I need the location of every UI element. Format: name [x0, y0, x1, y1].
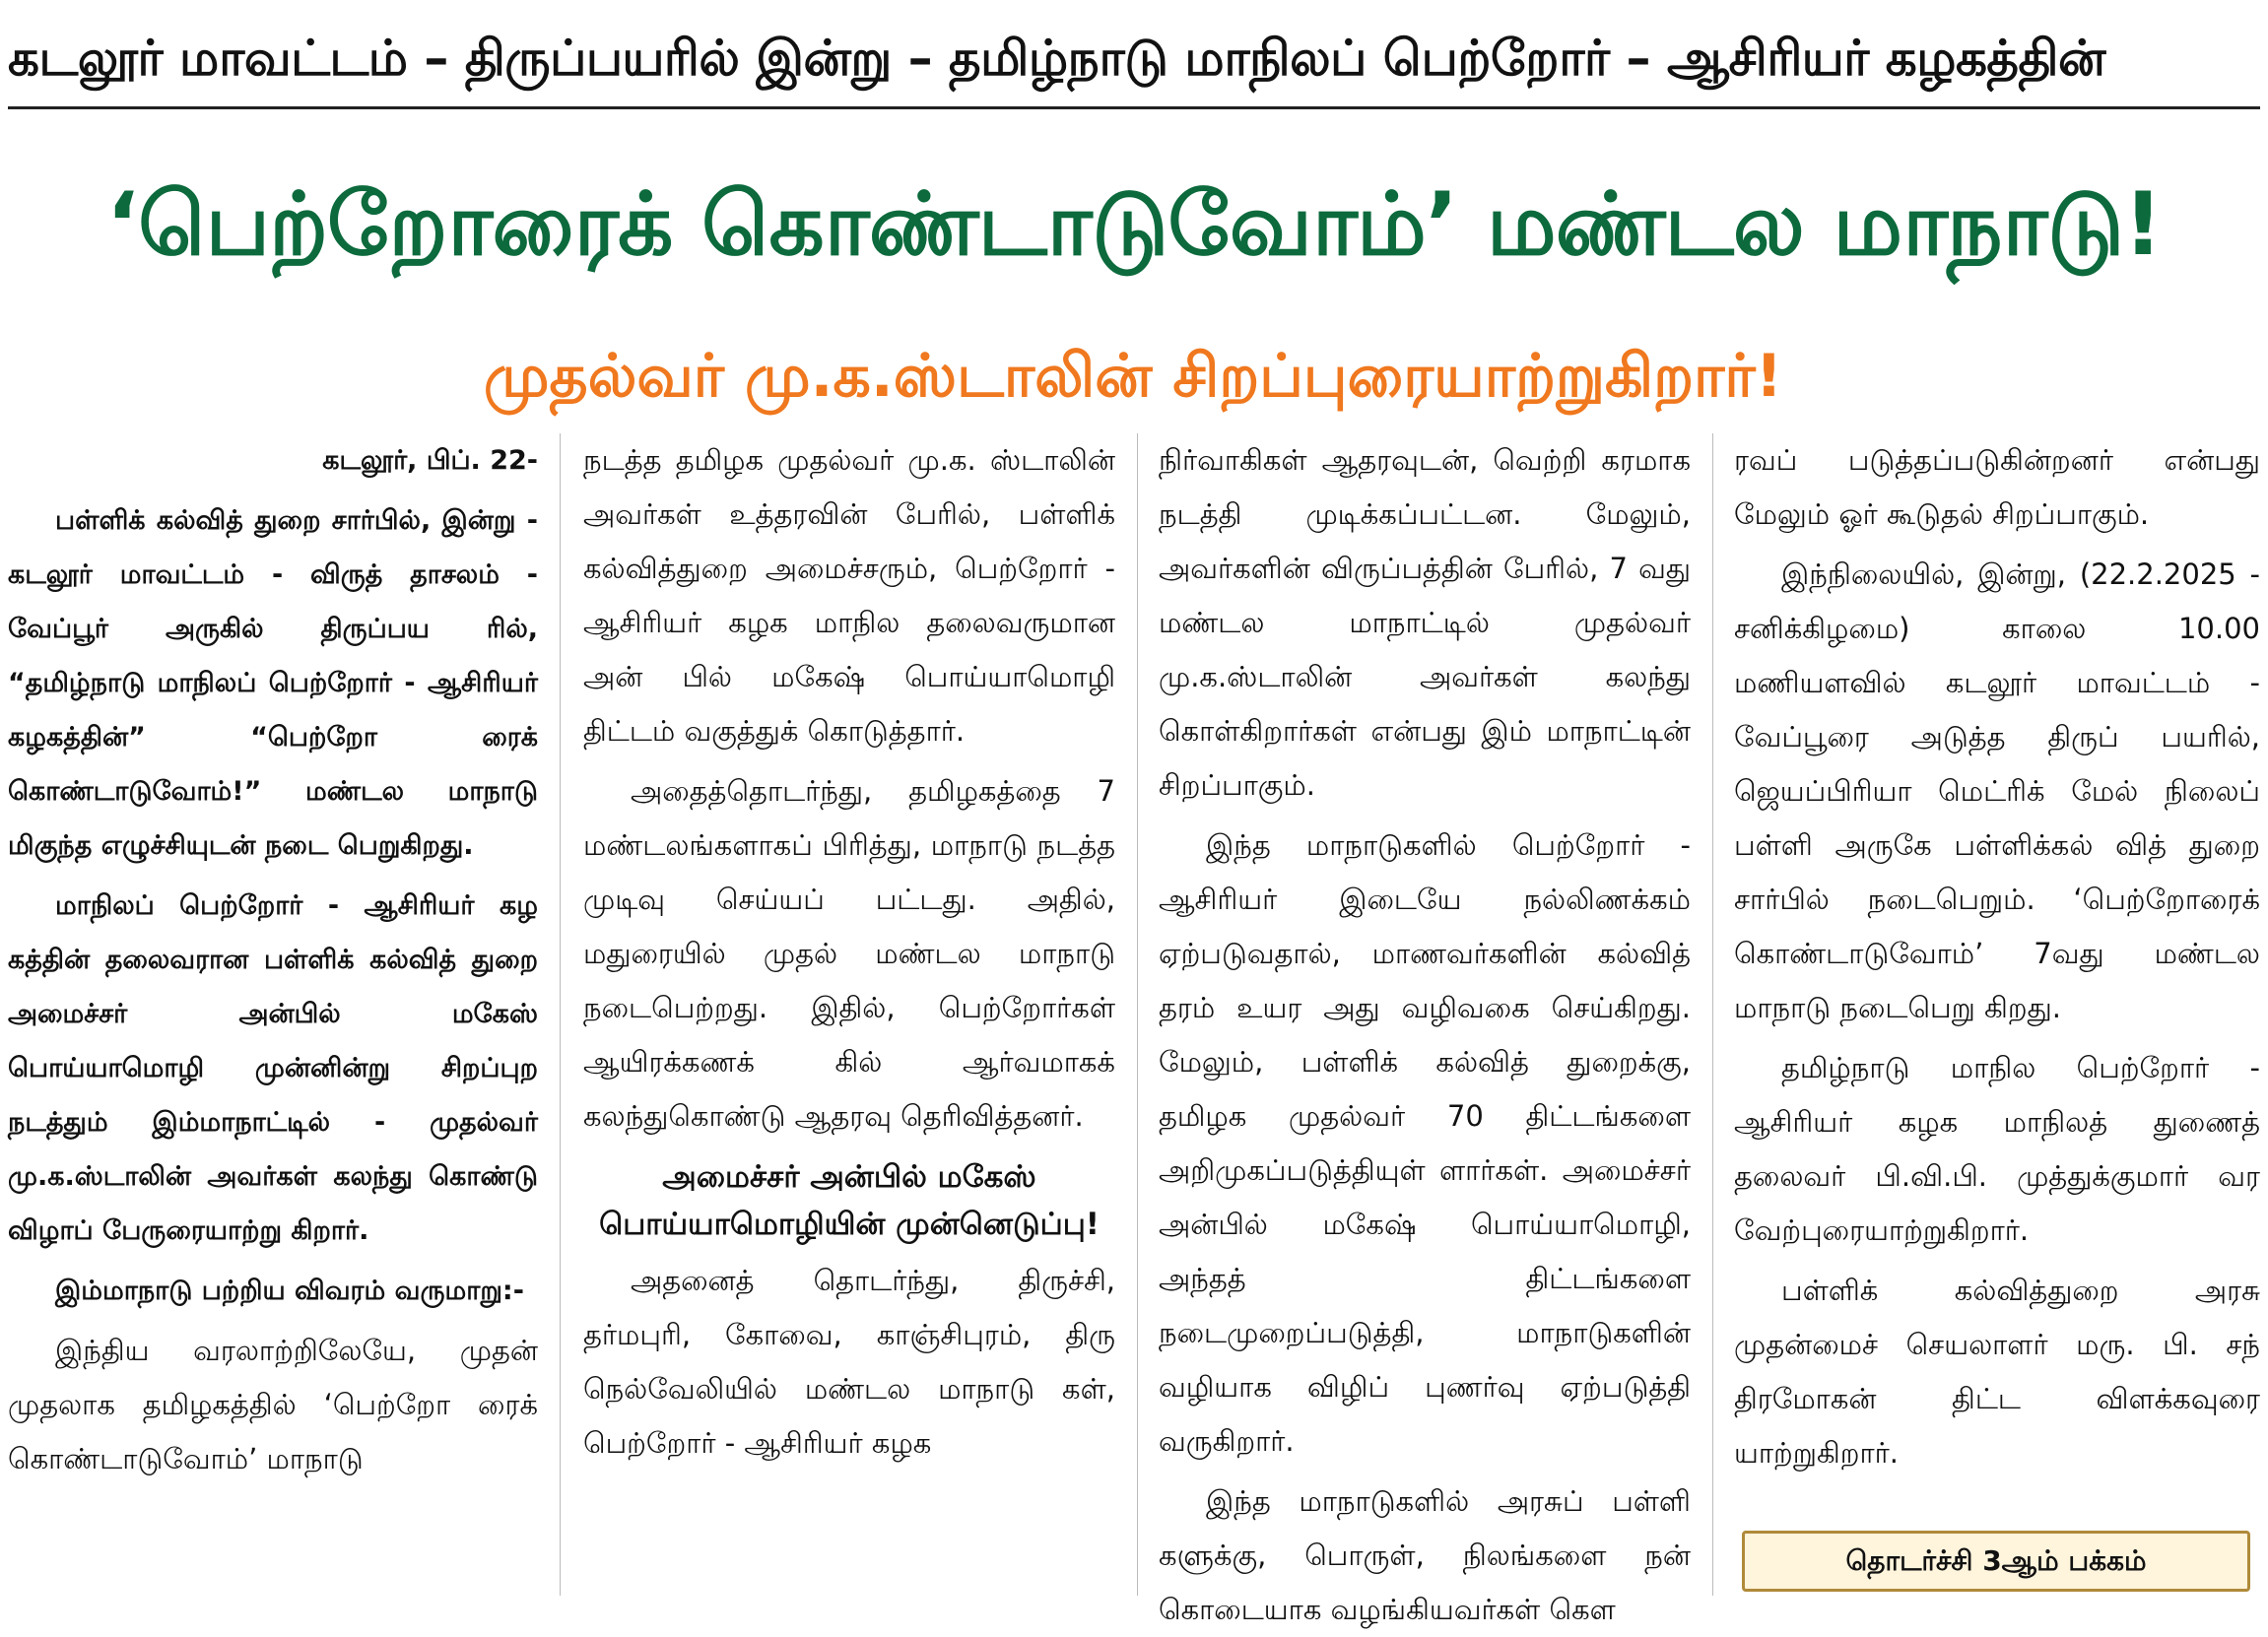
- section-heading-line: பொய்யாமொழியின் முன்னெடுப்பு!: [599, 1207, 1100, 1242]
- article-paragraph: நிர்வாகிகள் ஆதரவுடன், வெற்றி கரமாக நடத்தி முடிக்கப்பட்டன. மேலும், அவர்களின் விருப்பத்தின் பேரில், 7 வது மண்டல மாநாட்டில் முதல்வர் மு.க.ஸ்டாலின் அவர்கள் கலந்து கொள்கிறார்கள் என்பது இம் மாநாட்டின் சிறப்பாகும்.: [1159, 443, 1691, 802]
- article-column-2: [583, 433, 1115, 1596]
- article-paragraph: இந்த மாநாடுகளில் பெற்றோர் - ஆசிரியர் இடையே நல்லிணக்கம் ஏற்படுவதால், மாணவர்களின் கல்வித் தரம் உயர அது வழிவகை செய்கிறது. மேலும், பள்ளிக் கல்வித் துறைக்கு, தமிழக முதல்வர் 70 திட்டங்களை அறிமுகப்படுத்தியுள் ளார்கள். அமைச்சர் அன்பில் மகேஷ் பொய்யாமொழி, அந்தத் திட்டங்களை நடைமுறைப்படுத்தி, மாநாடுகளின் வழியாக விழிப் புணர்வு ஏற்படுத்தி வருகிறார்.: [1159, 828, 1691, 1458]
- section-heading: [583, 1153, 1115, 1248]
- article-column-3: [1159, 433, 1691, 1626]
- article-paragraph: இந்திய வரலாற்றிலேயே, முதன் முதலாக தமிழகத்தில் ‘பெற்றோ ரைக் கொண்டாடுவோம்’ மாநாடு: [8, 1334, 538, 1475]
- article-paragraph: தமிழ்நாடு மாநில பெற்றோர் - ஆசிரியர் கழக மாநிலத் துணைத் தலைவர் பி.வி.பி. முத்துக்குமார் வர வேற்புரையாற்றுகிறார்.: [1734, 1051, 2260, 1247]
- article-paragraph: அதனைத் தொடர்ந்து, திருச்சி, தர்மபுரி, கோவை, காஞ்சிபுரம், திரு நெல்வேலியில் மண்டல மாநாடு கள், பெற்றோர் - ஆசிரியர் கழக: [583, 1264, 1115, 1460]
- column-divider: [560, 433, 561, 1596]
- kicker-line: கடலூர் மாவட்டம் – திருப்பயரில் இன்று – தமிழ்நாடு மாநிலப் பெற்றோர் – ஆசிரியர் கழகத்தின்: [8, 30, 2105, 87]
- article-paragraph: ரவப் படுத்தப்படுகின்றனர் என்பது மேலும் ஓர் கூடுதல் சிறப்பாகும்.: [1734, 443, 2260, 531]
- article-paragraph: அதைத்தொடர்ந்து, தமிழகத்தை 7 மண்டலங்களாகப் பிரித்து, மாநாடு நடத்த முடிவு செய்யப் பட்டது. அதில், மதுரையில் முதல் மண்டல மாநாடு நடைபெற்றது. இதில், பெற்றோர்கள் ஆயிரக்கணக் கில் ஆர்வமாகக் கலந்துகொண்டு ஆதரவு தெரிவித்தனர்.: [583, 774, 1115, 1133]
- article-column-4: [1734, 433, 2260, 1517]
- dateline: கடலூர், பிப். 22-: [322, 445, 538, 476]
- column-divider: [1712, 433, 1713, 1596]
- article-paragraph: நடத்த தமிழக முதல்வர் மு.க. ஸ்டாலின் அவர்கள் உத்தரவின் பேரில், பள்ளிக் கல்வித்துறை அமைச்சரும், பெற்றோர் - ஆசிரியர் கழக மாநில தலைவருமான அன் பில் மகேஷ் பொய்யாமொழி திட்டம் வகுத்துக் கொடுத்தார்.: [583, 443, 1115, 748]
- article-column-1: [8, 433, 538, 1596]
- article-paragraph: இம்மாநாடு பற்றிய விவரம் வருமாறு:-: [55, 1276, 524, 1306]
- article-paragraph: மாநிலப் பெற்றோர் - ஆசிரியர் கழ கத்தின் தலைவரான பள்ளிக் கல்வித் துறை அமைச்சர் அன்பில் மகேஸ் பொய்யாமொழி முன்னின்று சிறப்புற நடத்தும் இம்மாநாட்டில் - முதல்வர் மு.க.ஸ்டாலின் அவர்கள் கலந்து கொண்டு விழாப் பேருரையாற்று கிறார்.: [8, 890, 538, 1246]
- article-paragraph: இந்த மாநாடுகளில் அரசுப் பள்ளி களுக்கு, பொருள், நிலங்களை நன் கொடையாக வழங்கியவர்கள் கௌ: [1159, 1484, 1691, 1626]
- section-heading-line: அமைச்சர் அன்பில் மகேஸ்: [662, 1159, 1036, 1195]
- article-paragraph: இந்நிலையில், இன்று, (22.2.2025 - சனிக்கிழமை) காலை 10.00 மணியளவில் கடலூர் மாவட்டம் - வேப்பூரை அடுத்த திருப் பயரில், ஜெயப்பிரியா மெட்ரிக் மேல் நிலைப் பள்ளி அருகே பள்ளிக்கல் வித் துறை சார்பில் நடைபெறும். ‘பெற்றோரைக் கொண்டாடுவோம்’ 7வது மண்டல மாநாடு நடைபெறு கிறது.: [1734, 557, 2260, 1024]
- article-paragraph: பள்ளிக் கல்வித்துறை அரசு முதன்மைச் செயலாளர் மரு. பி. சந் திரமோகன் திட்ட விளக்கவுரை யாற்றுகிறார்.: [1734, 1274, 2260, 1470]
- column-divider: [1137, 433, 1138, 1596]
- kicker-divider: [8, 106, 2260, 109]
- continued-on-page-3-box: தொடர்ச்சி 3ஆம் பக்கம்: [1742, 1531, 2250, 1592]
- subheadline: முதல்வர் மு.க.ஸ்டாலின் சிறப்புரையாற்றுகிறார்!: [483, 342, 1783, 411]
- article-paragraph: பள்ளிக் கல்வித் துறை சார்பில், இன்று - கடலூர் மாவட்டம் - விருத் தாசலம் - வேப்பூர் அருகில் திருப்பய ரில், “தமிழ்நாடு மாநிலப் பெற்றோர் - ஆசிரியர் கழகத்தின்” “பெற்றோ ரைக் கொண்டாடுவோம்!” மண்டல மாநாடு மிகுந்த எழுச்சியுடன் நடை பெறுகிறது.: [8, 505, 538, 861]
- headline: ‘பெற்றோரைக் கொண்டாடுவோம்’ மண்டல மாநாடு!: [105, 173, 2163, 275]
